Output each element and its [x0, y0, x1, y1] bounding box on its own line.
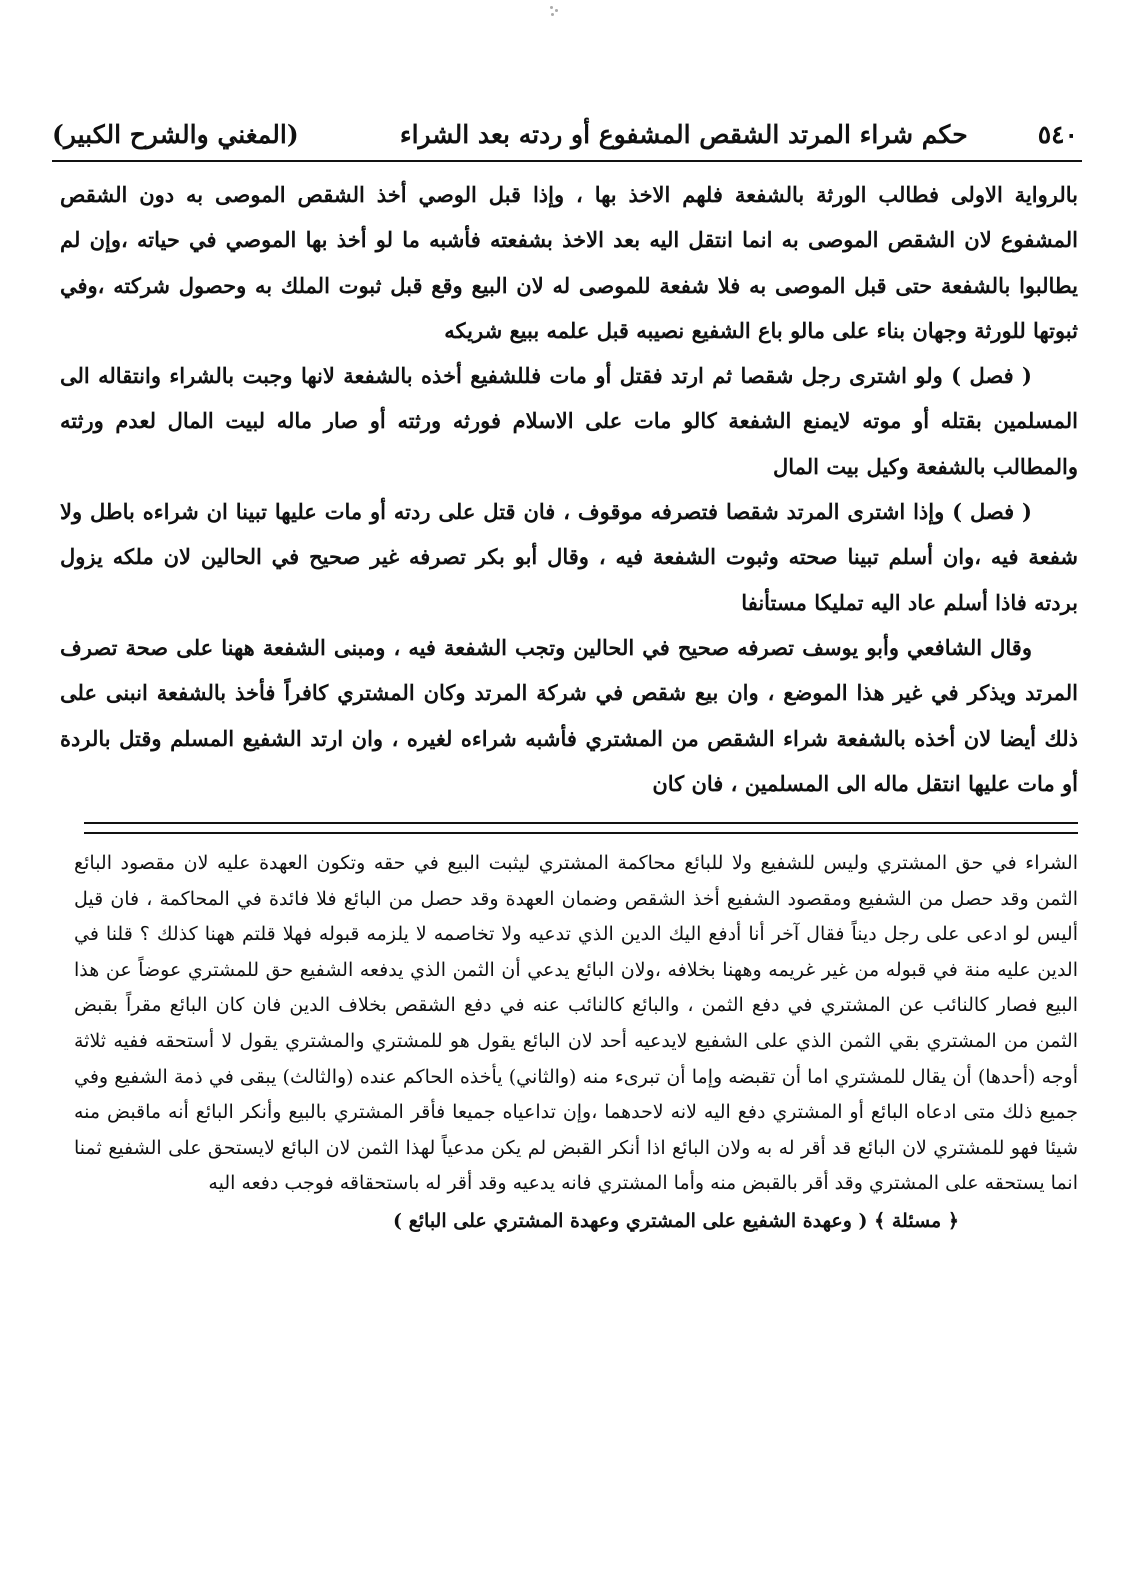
main-paragraph: بالرواية الاولى فطالب الورثة بالشفعة فلهم الاخذ بها ، وإذا قبل الوصي أخذ الشقص الموصى به دون الشقص المشفوع لان الشقص الموصى به انما انتقل اليه بعد الاخذ بشفعته فأشبه ما لو أخذ بها الموصي في حياته ،وإن لم يطالبوا بالشفعة حتى قبل الموصى به فلا شفعة للموصى له لان البيع وقع قبل ثبوت الملك به وحصول شركته ،وفي ثبوتها للورثة وجهان بناء على مالو باع الشفيع نصيبه قبل علمه ببيع شريكه: [60, 182, 1078, 343]
header-rule: [52, 160, 1082, 162]
section-separator: [84, 822, 1078, 834]
header-right: [400, 120, 1078, 149]
commentary-paragraph: الشراء في حق المشتري وليس للشفيع ولا للبائع محاكمة المشتري ليثبت البيع في حقه وتكون العهدة عليه لان مقصود البائع الثمن وقد حصل من الشفيع ومقصود الشفيع أخذ الشقص وضمان العهدة وقد حصل من البائع فلا فائدة في المحاكمة ، فان قيل أليس لو ادعى على رجل ديناً فقال آخر أنا أدفع اليك الدين الذي تدعيه ولا تخاصمه لا يلزمه قبوله فهلا قلتم ههنا كذلك ؟ قلنا في الدين عليه منة في قبوله من غير غريمه وههنا بخلافه ،ولان البائع يدعي أن الثمن الذي يدفعه الشفيع حق للمشتري عوضاً عن هذا البيع فصار كالنائب عن المشتري في دفع الثمن ، والبائع كالنائب عنه في دفع الشقص بخلاف الدين فان كان البائع مقراً بقبض الثمن من المشتري بقي الثمن الذي على الشفيع لايدعيه أحد لان البائع يقول هو للمشتري والمشتري يقول لا أستحقه ففيه ثلاثة أوجه (أحدها) أن يقال للمشتري اما أن تقبضه وإما أن تبرىء منه (والثاني) يأخذه الحاكم عنده (والثالث) يبقى في ذمة الشفيع وفي جميع ذلك متى ادعاه البائع أو المشتري دفع اليه لانه لاحدهما ،وإن تداعياه جميعا فأقر المشتري بالبيع وأنكر البائع أنه ماقبض منه شيئا فهو للمشتري لان البائع قد أقر له به ولان البائع اذا أنكر القبض لم يكن مدعياً لهذا الثمن لان البائع لايستحق على الشفيع ثمنا انما يستحقه على المشتري وقد أقر بالقبض منه وأما المشتري فانه يدعيه وقد أقر له باستحقاقه فوجب دفعه اليه: [74, 852, 1078, 1195]
page-number: ٥٤٠: [1037, 119, 1078, 149]
main-text: [60, 172, 1078, 806]
main-paragraph: وقال الشافعي وأبو يوسف تصرفه صحيح في الحالين وتجب الشفعة فيه ، ومبنى الشفعة ههنا على صحة تصرف المرتد ويذكر في غير هذا الموضع ، وان بيع شقص في شركة المرتد وكان المشتري كافراً فأخذ بالشفعة انبنى على ذلك أيضا لان أخذه بالشفعة شراء الشقص من المشتري فأشبه شراءه لغيره ، وان ارتد الشفيع المسلم وقتل بالردة أو مات عليها انتقل ماله الى المسلمين ، فان كان: [60, 634, 1078, 796]
main-paragraph: ( فصل ) وإذا اشترى المرتد شقصا فتصرفه موقوف ، فان قتل على ردته أو مات عليها تبينا ان شراءه باطل ولا شفعة فيه ،وان أسلم تبينا صحته وثبوت الشفعة فيه ، وقال أبو بكر تصرفه غير صحيح في الحالين لان ملكه يزول بردته فاذا أسلم عاد اليه تمليكا مستأنفا: [60, 499, 1078, 615]
main-paragraph: ( فصل ) ولو اشترى رجل شقصا ثم ارتد فقتل أو مات فللشفيع أخذه بالشفعة لانها وجبت بالشراء وانتقاله الى المسلمين بقتله أو موته لايمنع الشفعة كالو مات على الاسلام فورثه ورثته أو صار ماله لبيت المال لعدم ورثته والمطالب بالشفعة وكيل بيت المال: [60, 363, 1078, 479]
book-title: (المغني والشرح الكبير): [52, 119, 299, 149]
masala-heading: ﴿ مسئلة ﴾ ( وعهدة الشفيع على المشتري وعهدة المشتري على البائع ): [393, 1209, 959, 1232]
page-header: [52, 110, 1078, 158]
commentary-text: [74, 846, 1078, 1240]
chapter-title: حكم شراء المرتد الشقص المشفوع أو ردته بعد الشراء: [399, 119, 968, 149]
scan-speck: [548, 4, 560, 18]
